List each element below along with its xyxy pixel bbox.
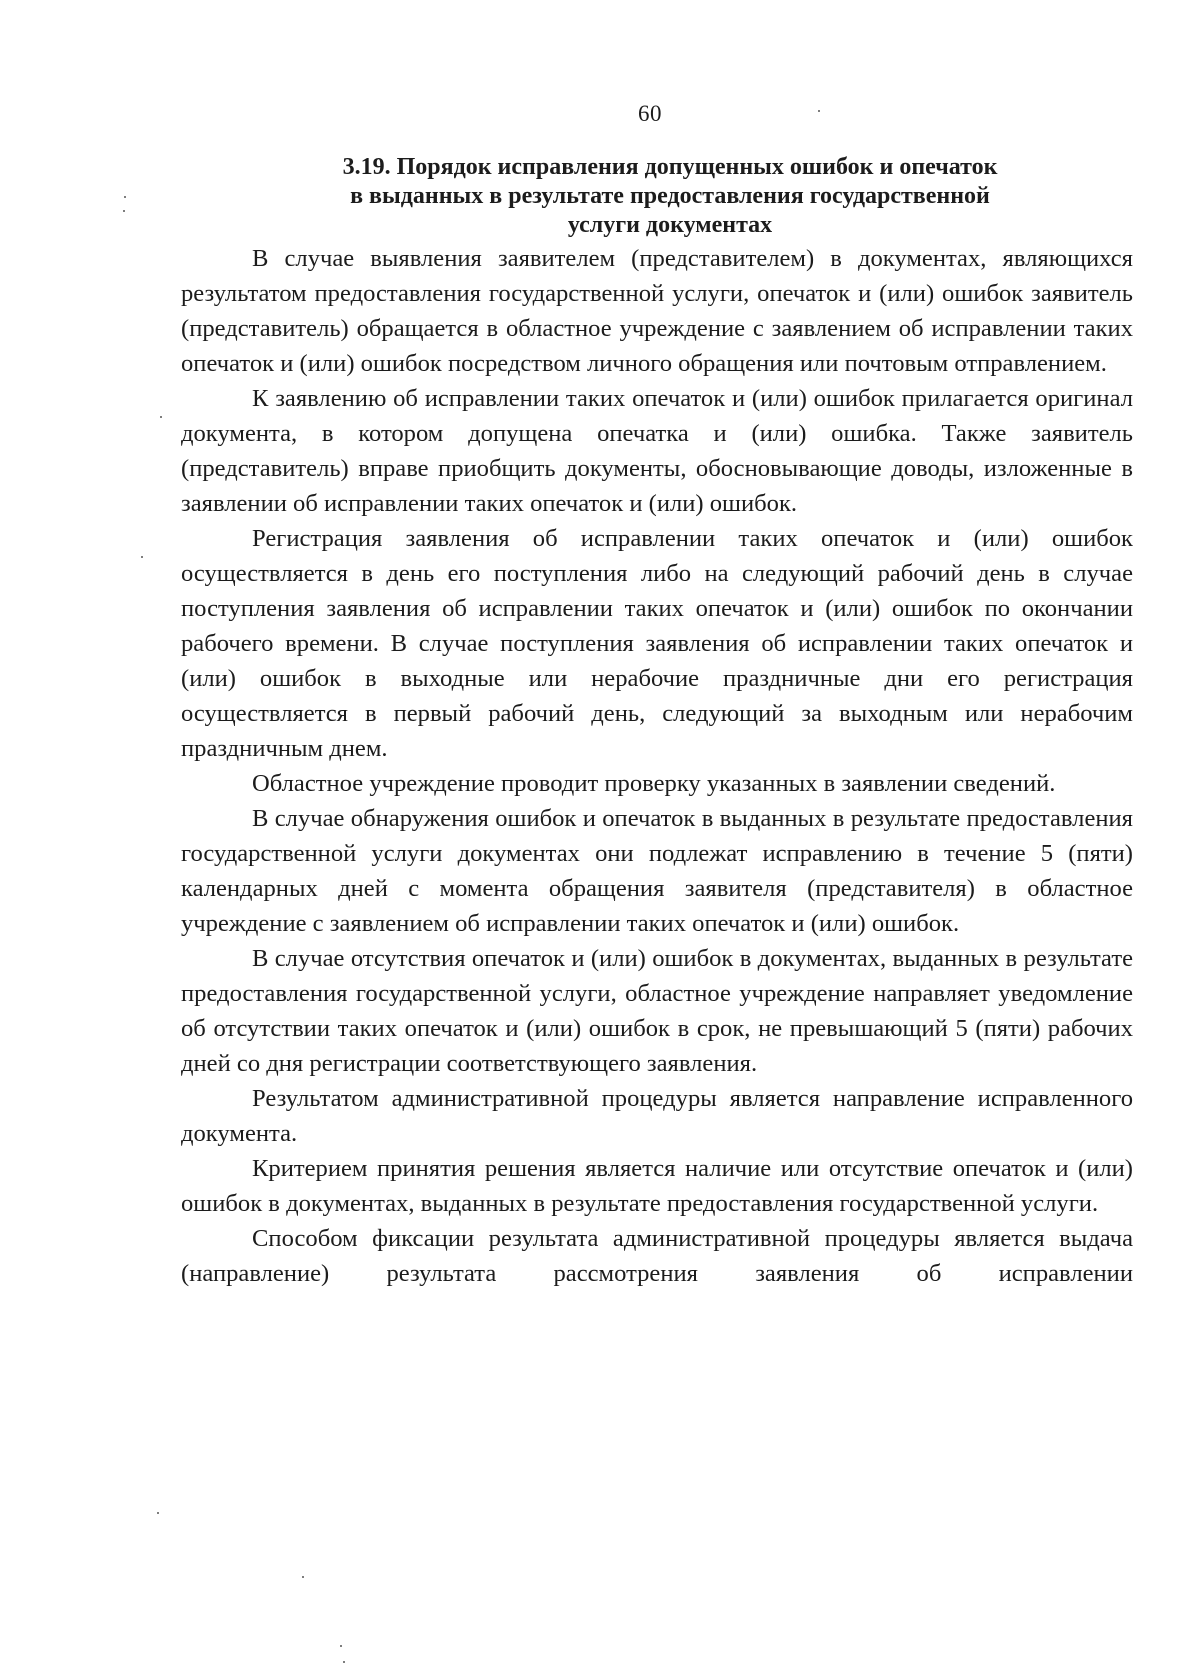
paragraph: В случае отсутствия опечаток и (или) ошибок в документах, выданных в результате предоставления государственной услуги, областное учреждение направляет уведомление об отсутствии таких опечаток и (или) ошибок в срок, не превышающий 5 (пяти) рабочих дней со дня регистрации соответствующего заявления. [181, 945, 1133, 1077]
scan-speck [123, 210, 125, 212]
scan-speck [141, 556, 143, 558]
paragraph: К заявлению об исправлении таких опечаток и (или) ошибок прилагается оригинал документа, в котором допущена опечатка и (или) ошибка. Также заявитель (представитель) вправе приобщить документы, обосновывающие доводы, изложенные в заявлении об исправлении таких опечаток и (или) ошибок. [181, 385, 1133, 517]
scan-speck [302, 1576, 304, 1578]
paragraph: В случае обнаружения ошибок и опечаток в выданных в результате предоставления государственной услуги документах они подлежат исправлению в течение 5 (пяти) календарных дней с момента обращения заявителя (представителя) в областное учреждение с заявлением об исправлении таких опечаток и (или) ошибок. [181, 805, 1133, 937]
paragraph: Регистрация заявления об исправлении таких опечаток и (или) ошибок осуществляется в день его поступления либо на следующий рабочий день в случае поступления заявления об исправлении таких опечаток и (или) ошибок по окончании рабочего времени. В случае поступления заявления об исправлении таких опечаток и (или) ошибок в выходные или нерабочие праздничные дни его регистрация осуществляется в первый рабочий день, следующий за выходным или нерабочим праздничным днем. [181, 525, 1133, 762]
scan-speck [160, 416, 162, 418]
paragraph: В случае выявления заявителем (представителем) в документах, являющихся результатом предоставления государственной услуги, опечаток и (или) ошибок заявитель (представитель) обращается в областное учреждение с заявлением об исправлении таких опечаток и (или) ошибок посредством личного обращения или почтовым отправлением. [181, 245, 1133, 377]
paragraph: Областное учреждение проводит проверку указанных в заявлении сведений. [252, 770, 1056, 797]
scan-speck [818, 110, 820, 112]
paragraph: Способом фиксации результата административной процедуры является выдача (направление) результата рассмотрения заявления об исправлении [181, 1225, 1133, 1287]
paragraph: Результатом административной процедуры является направление исправленного документа. [181, 1085, 1133, 1147]
scan-speck [157, 1512, 159, 1514]
document-body [181, 241, 1133, 1291]
section-heading-line: 3.19. Порядок исправления допущенных ошибок и опечаток [342, 154, 998, 180]
paragraph: Критерием принятия решения является наличие или отсутствие опечаток и (или) ошибок в документах, выданных в результате предоставления государственной услуги. [181, 1155, 1133, 1217]
page-number: 60 [638, 101, 662, 126]
section-heading [270, 153, 1070, 240]
scan-speck [340, 1645, 342, 1647]
section-heading-line: в выданных в результате предоставления государственной [350, 183, 990, 209]
scan-speck [124, 196, 126, 198]
scan-speck [343, 1661, 345, 1663]
section-heading-line: услуги документах [567, 212, 773, 238]
